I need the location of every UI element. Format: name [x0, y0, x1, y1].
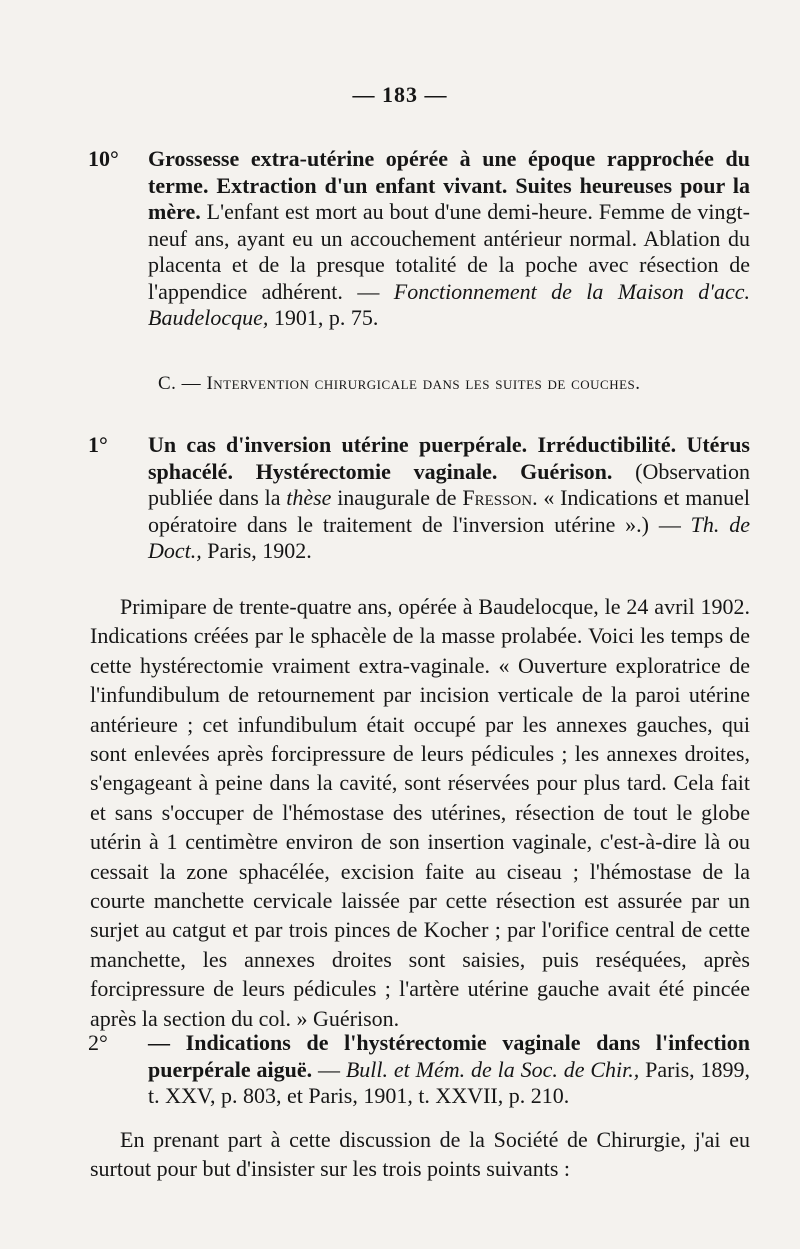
- entry-text: L'enfant est mort au bout d'une demi-heure. Femme de vingt-neuf ans, ayant eu un accouchement antérieur normal. Ablation du placenta et de la presque totalité de la poche avec résection de l'appendice adhérent. —: [148, 199, 750, 304]
- section-heading: [158, 373, 641, 395]
- entry-source: Fonctionnement de la Maison d'acc. Baudelocque,: [148, 278, 750, 330]
- entry-2: [90, 1030, 750, 1110]
- body-paragraph-1: Primipare de trente-quatre ans, opérée à Baudelocque, le 24 avril 1902. Indications créées par le sphacèle de la masse prolabée. Voici les temps de cette hystérectomie vraiment extra-vaginale. « Ouverture exploratrice de l'infundibulum de retournement par incision verticale de la paroi utérine antérieure ; cet infundibulum était occupé par les annexes gauches, qui sont enlevées après forcipressure de leurs pédicules ; les annexes droites, s'engageant à peine dans la cavité, sont réservées pour plus tard. Cela fait et sans s'occuper de l'hémostase des utérines, résection de tout le globe utérin à 1 centimètre environ de son insertion vaginale, c'est-à-dire là ou cessait la zone sphacélée, excision faite au ciseau ; l'hémostase de la courte manchette cervicale laissée par cette résection est assurée par un surjet au catgut et par trois pinces de Kocher ; par l'orifice central de cette manchette, les annexes droites sont saisies, puis reséquées, après forcipressure de leurs pédicules ; l'artère utérine gauche avait été pincée après la section du col. » Guérison.: [90, 594, 750, 1031]
- entry-body: [148, 146, 750, 332]
- entry-source-tail: Paris, 1902.: [201, 538, 312, 563]
- entry-body: [148, 432, 750, 565]
- section-title: Intervention chirurgicale dans les suites de couches.: [206, 373, 641, 394]
- entry-heading: Un cas d'inversion utérine puerpérale. Irréductibilité. Utérus sphacélé. Hystérectomie vaginale. Guérison.: [148, 432, 750, 484]
- body-paragraph-2: En prenant part à cette discussion de la Société de Chirurgie, j'ai eu surtout pour but d'insister sur les trois points suivants :: [90, 1127, 750, 1182]
- entry-10: [90, 146, 750, 332]
- entry-author: Fresson: [462, 485, 533, 510]
- entry-heading: Grossesse extra-utérine opérée à une époque rapprochée du terme. Extraction d'un enfant vivant. Suites heureuses pour la mère.: [148, 146, 750, 224]
- entry-text-c: . « Indications et manuel opératoire dans le traitement de l'inversion utérine ».) —: [148, 485, 751, 537]
- entry-source: Th. de Doct.,: [148, 511, 751, 563]
- entry-source-tail: Paris, 1899, t. XXV, p. 803, et Paris, 1901, t. XXVII, p. 210.: [148, 1056, 750, 1108]
- entry-thesis: thèse: [286, 485, 332, 510]
- page-number: — 183 —: [352, 82, 448, 107]
- entry-number: 1°: [88, 432, 108, 457]
- entry-1: [90, 432, 750, 565]
- entry-text-a: (Observation publiée dans la: [148, 458, 750, 510]
- entry-heading: — Indications de l'hystérectomie vaginale dans l'infection puerpérale aiguë.: [148, 1030, 750, 1082]
- entry-source: Bull. et Mém. de la Soc. de Chir.,: [345, 1056, 640, 1082]
- entry-text-b: inaugurale de: [331, 485, 463, 510]
- entry-source-tail: 1901, p. 75.: [268, 305, 379, 330]
- entry-number: 10°: [88, 146, 119, 171]
- entry-text: —: [312, 1056, 346, 1082]
- entry-number: 2°: [88, 1030, 108, 1055]
- section-letter: C. —: [158, 373, 207, 394]
- entry-body: [148, 1030, 750, 1110]
